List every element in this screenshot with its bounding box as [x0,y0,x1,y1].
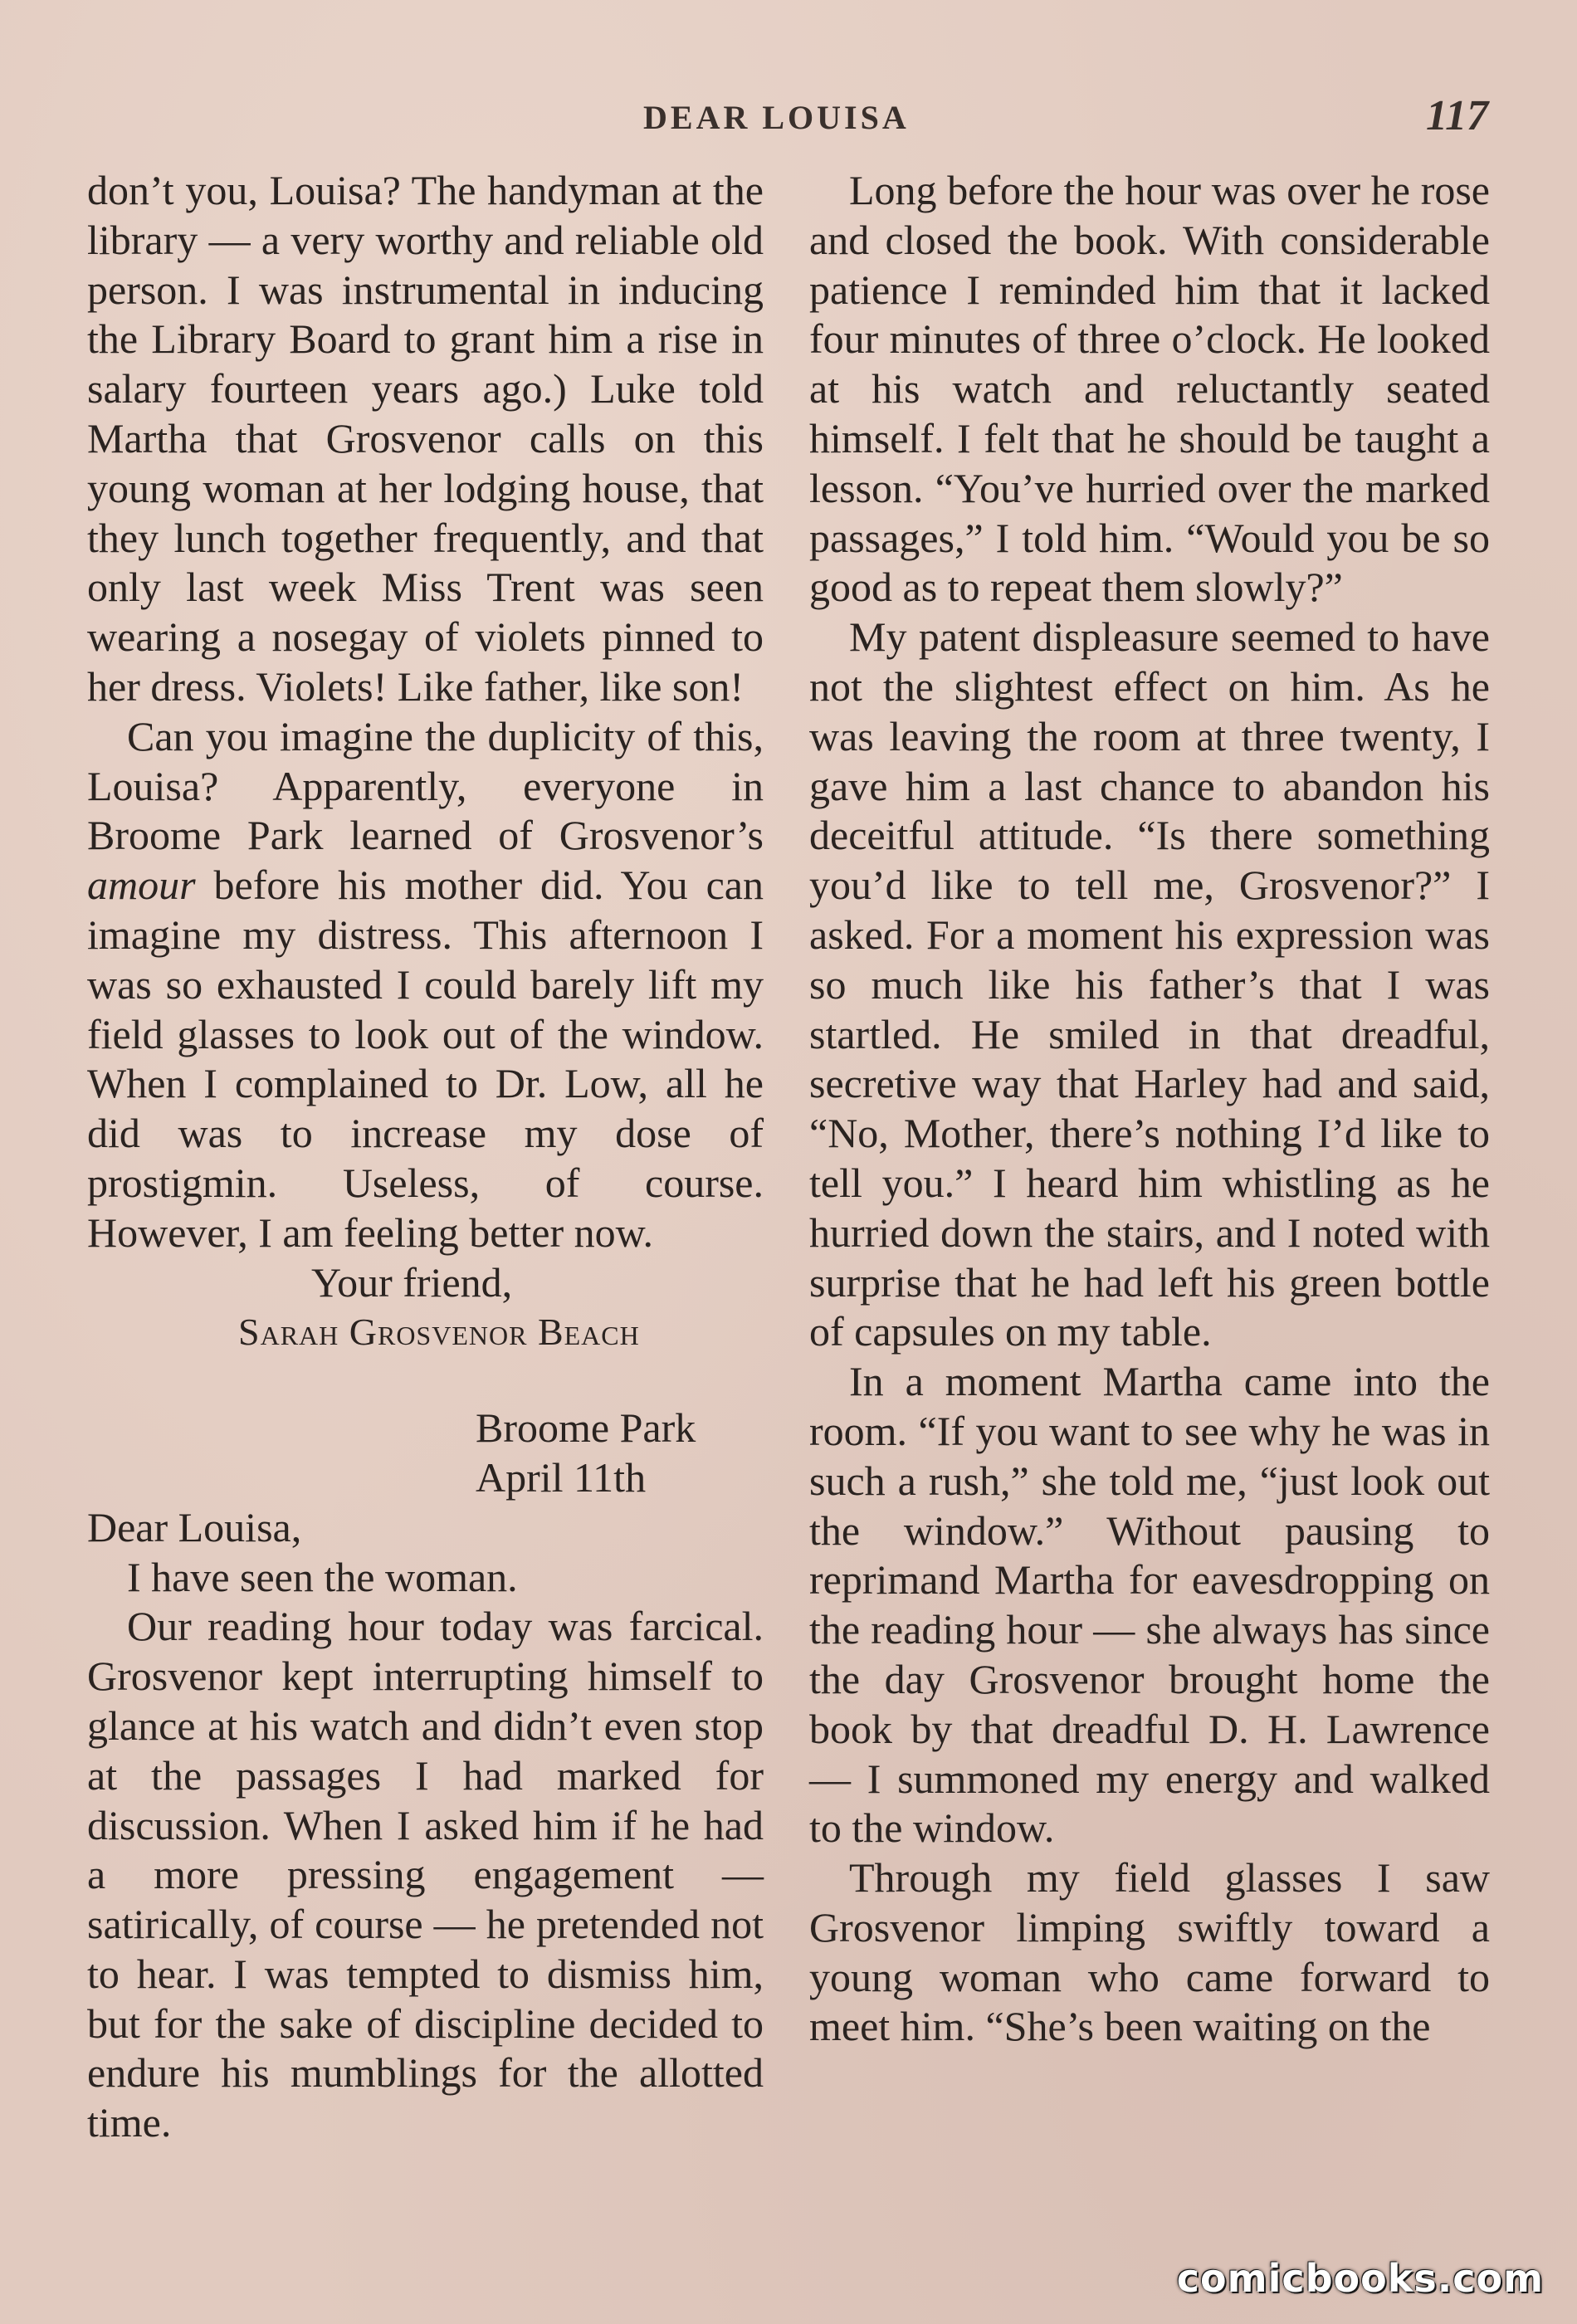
paragraph-text: before his mother did. You can imagine my distress. This afternoon I was so exhausted I could barely lift my field glasses to look out of the window. When I complained to Dr. Low, all he did was to increase my dose of prostigmin. Useless, of course. However, I am feeling better now. [87,862,764,1256]
page-number: 117 [1426,92,1489,139]
italic-word: amour [87,862,196,909]
letter-signature: Sarah Grosvenor Beach [238,1311,640,1354]
paragraph: don’t you, Louisa? The handyman at the library — a very worthy and reliable old person. I was instrumental in inducing the Library Board to grant him a rise in salary fourteen years ago.) Luke told Martha that Grosvenor calls on this young woman at her lodging house, that they lunch together frequently, and that only last week Miss Trent was seen wearing a nosegay of violets pinned to her dress. Violets! Like father, like son! [87,167,764,710]
paragraph: Through my field glasses I saw Grosvenor limping swiftly toward a young woman who came forward to meet him. “She’s been waiting on the [809,1854,1490,2050]
site-watermark: comicbooks.com [1176,2256,1544,2301]
dateline-place: Broome Park [476,1404,696,1452]
page-header [0,92,1577,148]
paragraph [87,712,764,1258]
section-break [87,1357,764,1404]
dateline-date: April 11th [476,1453,647,1501]
paragraph: I have seen the woman. [127,1553,518,1600]
running-title: DEAR LOUISA [643,99,910,136]
paragraph: In a moment Martha came into the room. “If you want to see why he was in such a rush,” she told me, “just look out the window.” Without pausing to reprimand Martha for eavesdropping on the reading hour — she always has since the day Grosvenor brought home the book by that dreadful D. H. Lawrence — I summoned my energy and walked to the window. [809,1358,1490,1852]
paragraph: Our reading hour today was farcical. Grosvenor kept interrupting himself to glance at his watch and didn’t even stop at the passages I had marked for discussion. When I asked him if he had a more pressing engagement — satirically, of course — he pretended not to hear. I was tempted to dismiss him, but for the sake of discipline decided to endure his mumblings for the allotted time. [87,1603,764,2146]
paragraph-text: Can you imagine the duplicity of this, Louisa? Apparently, everyone in Broome Park learned of Grosvenor’s [87,712,764,859]
letter-salutation: Dear Louisa, [87,1503,302,1550]
paragraph: Long before the hour was over he rose and closed the book. With considerable patience I reminded him that it lacked four minutes of three o’clock. He looked at his watch and reluctantly seated himself. I felt that he should be taught a lesson. “You’ve hurried over the marked passages,” I told him. “Would you be so good as to repeat them slowly?” [809,167,1490,611]
paragraph: My patent displeasure seemed to have not the slightest effect on him. As he was leaving the room at three twenty, I gave him a last chance to abandon his deceitful attitude. “Is there something you’d like to tell me, Grosvenor?” I asked. For a moment his expression was so much like his father’s that I was startled. He smiled in that dreadful, secretive way that Harley had and said, “No, Mother, there’s nothing I’d like to tell you.” I heard him whistling as he hurried down the stairs, and I noted with surprise that he had left his green bottle of capsules on my table. [809,613,1490,1355]
letter-closing: Your friend, [311,1258,513,1306]
right-column [809,166,1490,2052]
left-column [87,166,764,2148]
